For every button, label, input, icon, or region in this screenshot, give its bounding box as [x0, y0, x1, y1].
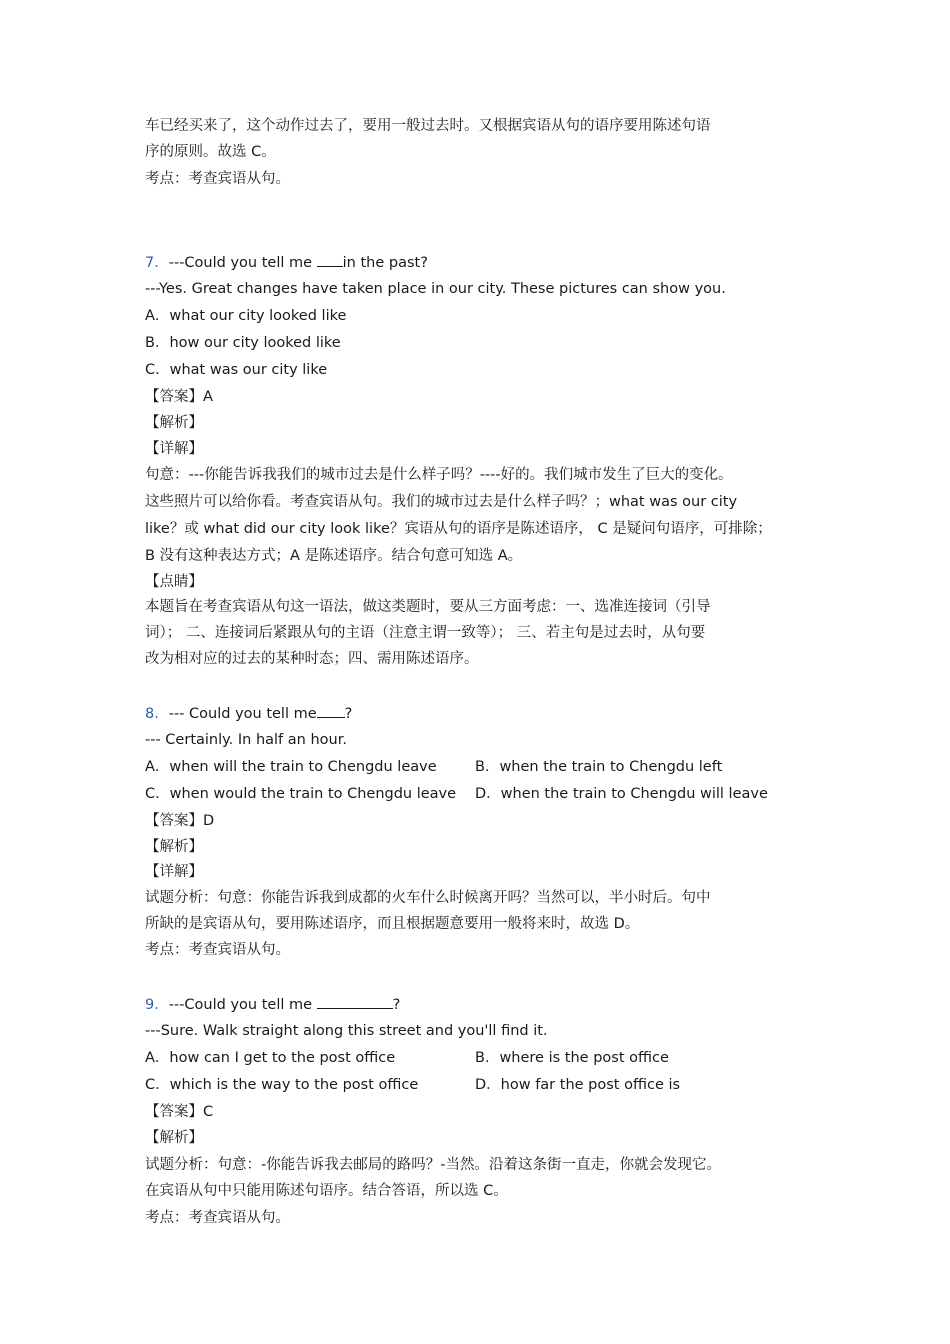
- q8-stem: [145, 703, 352, 724]
- q7-dianjing: 【点睛】: [145, 574, 203, 590]
- q9-jiexi: 【解析】: [145, 1130, 203, 1146]
- q7-option-a: A．what our city looked like: [145, 308, 347, 324]
- q7-exp-1: 句意：---你能告诉我我们的城市过去是什么样子吗？----好的。我们城市发生了巨大的变化。: [145, 467, 733, 483]
- q8-option-b: B．when the train to Chengdu left: [475, 759, 723, 775]
- q7-option-c: C．what was our city like: [145, 362, 328, 378]
- q7-exp-4: B 没有这种表达方式；A 是陈述语序。结合句意可知选 A。: [145, 548, 523, 564]
- q7-blank: [317, 252, 343, 267]
- q8-exp-2: 所缺的是宾语从句，要用陈述语序，而且根据题意要用一般将来时，故选 D。: [145, 916, 640, 932]
- q8-option-d: D．when the train to Chengdu will leave: [475, 786, 768, 802]
- q8-reply: --- Certainly. In half an hour.: [145, 732, 347, 748]
- intro-line-1: 车已经买来了，这个动作过去了，要用一般过去时。又根据宾语从句的语序要用陈述句语: [145, 118, 711, 134]
- q7-stem-a: ---Could you tell me: [168, 255, 317, 271]
- q7-exp-2: 这些照片可以给你看。考查宾语从句。我们的城市过去是什么样子吗？；what was our city: [145, 494, 738, 510]
- q8-blank: [317, 703, 345, 718]
- q7-stem-b: in the past?: [342, 255, 428, 271]
- q8-number: 8．: [145, 706, 169, 722]
- q9-option-c: C．which is the way to the post office: [145, 1077, 419, 1093]
- q8-exp-1: 试题分析：句意：你能告诉我到成都的火车什么时候离开吗？当然可以，半小时后。句中: [145, 890, 711, 906]
- q8-kaodian: 考点：考查宾语从句。: [145, 942, 290, 958]
- q7-option-b: B．how our city looked like: [145, 335, 341, 351]
- q7-exp-3: like？或 what did our city look like？宾语从句的语序是陈述语序， C 是疑问句语序，可排除；: [145, 521, 772, 537]
- q7-dj-3: 改为相对应的过去的某种时态；四、需用陈述语序。: [145, 651, 479, 667]
- q7-xiangjie: 【详解】: [145, 441, 203, 457]
- q9-exp-1: 试题分析：句意：-你能告诉我去邮局的路吗？-当然。沿着这条街一直走，你就会发现它。: [145, 1157, 721, 1173]
- q9-kaodian: 考点：考查宾语从句。: [145, 1210, 290, 1226]
- q7-reply: ---Yes. Great changes have taken place in our city. These pictures can show you.: [145, 281, 726, 297]
- q9-blank: [317, 994, 393, 1009]
- q8-stem-a: --- Could you tell me: [168, 706, 317, 722]
- intro-kaodian: 考点：考查宾语从句。: [145, 171, 290, 187]
- q9-option-a: A．how can I get to the post office: [145, 1050, 396, 1066]
- q9-option-d: D．how far the post office is: [475, 1077, 681, 1093]
- q8-option-a: A．when will the train to Chengdu leave: [145, 759, 437, 775]
- q8-option-c: C．when would the train to Chengdu leave: [145, 786, 457, 802]
- q7-answer: 【答案】A: [145, 389, 213, 405]
- q9-stem-a: ---Could you tell me: [168, 997, 317, 1013]
- q9-answer: 【答案】C: [145, 1104, 214, 1120]
- q9-stem: [145, 994, 400, 1015]
- q8-answer: 【答案】D: [145, 813, 215, 829]
- q8-xiangjie: 【详解】: [145, 864, 203, 880]
- q7-jiexi: 【解析】: [145, 415, 203, 431]
- q7-stem: [145, 252, 428, 273]
- q9-stem-b: ?: [392, 997, 401, 1013]
- intro-line-2: 序的原则。故选 C。: [145, 144, 276, 160]
- q9-number: 9．: [145, 997, 169, 1013]
- q8-stem-b: ?: [344, 706, 353, 722]
- q7-number: 7．: [145, 255, 169, 271]
- q9-exp-2: 在宾语从句中只能用陈述句语序。结合答语，所以选 C。: [145, 1183, 508, 1199]
- q7-dj-2: 词）； 二、连接词后紧跟从句的主语（注意主谓一致等）； 三、若主句是过去时，从句要: [145, 625, 706, 641]
- q9-reply: ---Sure. Walk straight along this street and you'll find it.: [145, 1023, 548, 1039]
- q9-option-b: B．where is the post office: [475, 1050, 669, 1066]
- q8-jiexi: 【解析】: [145, 839, 203, 855]
- q7-dj-1: 本题旨在考查宾语从句这一语法，做这类题时，要从三方面考虑：一、选准连接词（引导: [145, 599, 711, 615]
